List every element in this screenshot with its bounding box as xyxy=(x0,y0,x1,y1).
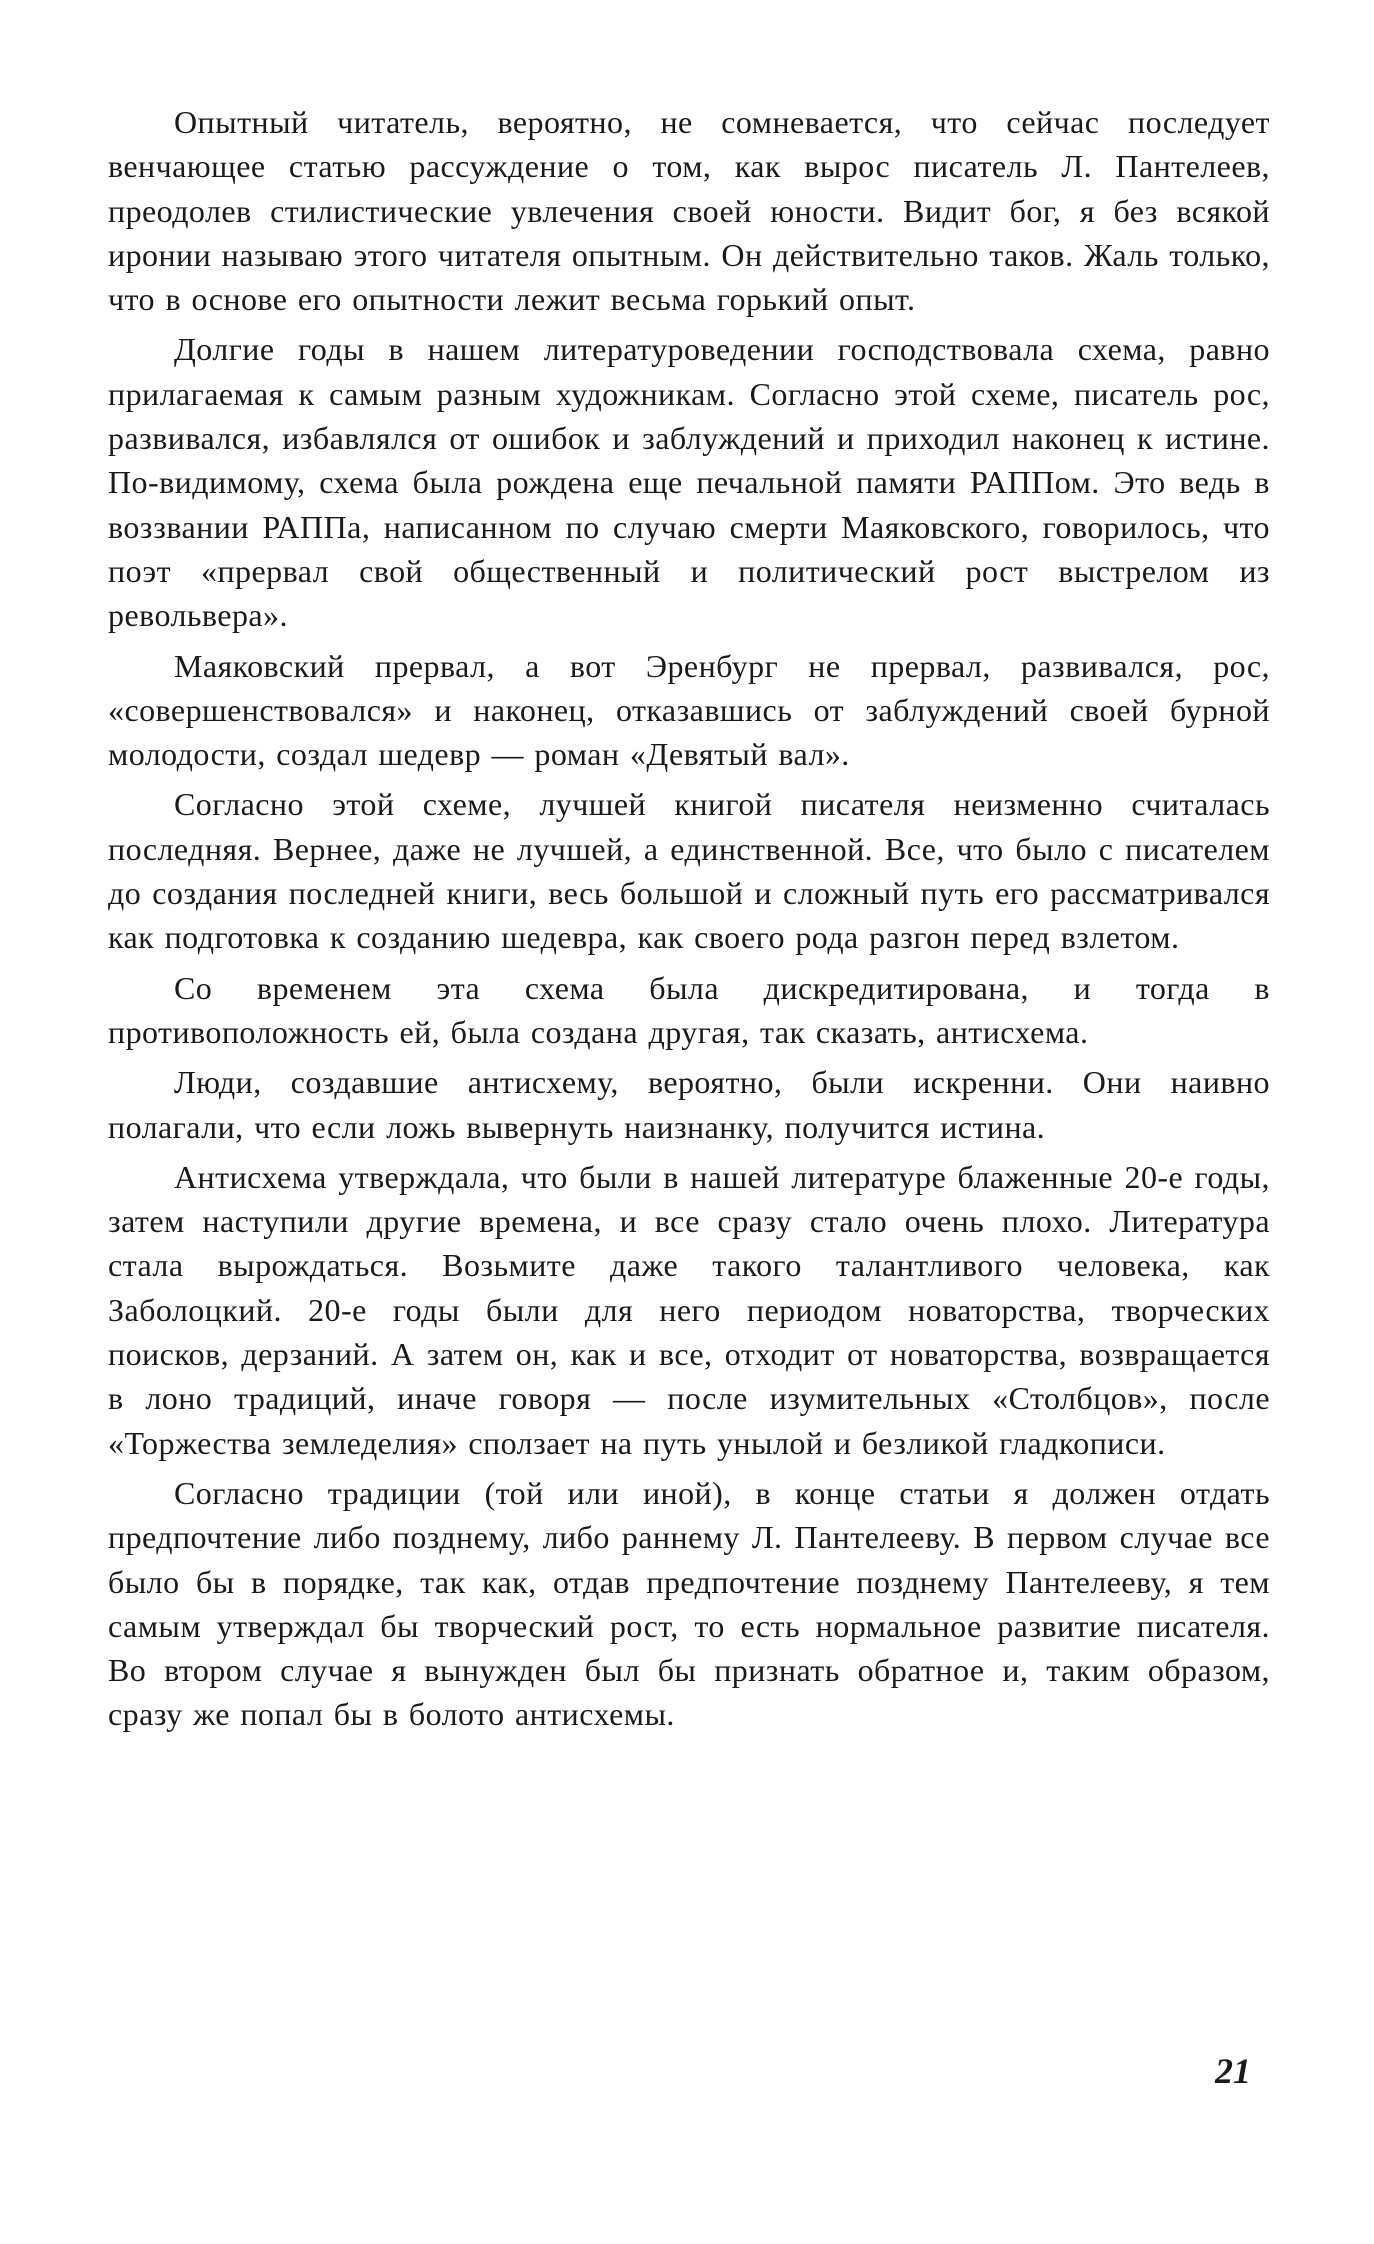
paragraph-2: Долгие годы в нашем литературоведении господствовала схема, равно прилагаемая к самым разным художникам. Согласно этой схеме, писатель рос, развивался, избавлялся от ошибок и заблуждений и приходил наконец к истине. По-видимому, схема была рождена еще печальной памяти РАППом. Это ведь в воззвании РАППа, написанном по случаю смерти Маяковского, говорилось, что поэт «прервал свой общественный и политический рост выстрелом из револьвера». xyxy=(108,331,1270,634)
paragraph-1: Опытный читатель, вероятно, не сомневается, что сейчас последует венчающее статью рассуждение о том, как вырос писатель Л. Пантелеев, преодолев стилистические увлечения своей юности. Видит бог, я без всякой иронии называю этого читателя опытным. Он действительно таков. Жаль только, что в основе его опытности лежит весьма горький опыт. xyxy=(108,104,1270,318)
page-body xyxy=(108,100,1270,1743)
paragraph-5: Со временем эта схема была дискредитирована, и тогда в противоположность ей, была создана другая, так сказать, антисхема. xyxy=(108,969,1270,1050)
paragraph-6: Люди, создавшие антисхему, вероятно, были искренни. Они наивно полагали, что если ложь вывернуть наизнанку, получится истина. xyxy=(108,1064,1270,1145)
paragraph-7: Антисхема утверждала, что были в нашей литературе блаженные 20-е годы, затем наступили другие времена, и все сразу стало очень плохо. Литература стала вырождаться. Возьмите даже такого талантливого человека, как Заболоцкий. 20-е годы были для него периодом новаторства, творческих поисков, дерзаний. А затем он, как и все, отходит от новаторства, возвращается в лоно традиций, иначе говоря — после изумительных «Столбцов», после «Торжества земледелия» сползает на путь унылой и безликой гладкописи. xyxy=(108,1158,1270,1461)
paragraph-8: Согласно традиции (той или иной), в конце статьи я должен отдать предпочтение либо позднему, либо раннему Л. Пантелееву. В первом случае все было бы в порядке, так как, отдав предпочтение позднему Пантелееву, я тем самым утверждал бы творческий рост, то есть нормальное развитие писателя. Во втором случае я вынужден был бы признать обратное и, таким образом, сразу же попал бы в болото антисхемы. xyxy=(108,1474,1270,1733)
paragraph-4: Согласно этой схеме, лучшей книгой писателя неизменно считалась последняя. Вернее, даже не лучшей, а единственной. Все, что было с писателем до создания последней книги, весь большой и сложный путь его рассматривался как подготовка к созданию шедевра, как своего рода разгон перед взлетом. xyxy=(108,786,1270,956)
paragraph-3: Маяковский прервал, а вот Эренбург не прервал, развивался, рос, «совершенствовался» и наконец, отказавшись от заблуждений своей бурной молодости, создал шедевр — роман «Девятый вал». xyxy=(108,647,1270,773)
page-number: 21 xyxy=(1215,2051,1251,2091)
